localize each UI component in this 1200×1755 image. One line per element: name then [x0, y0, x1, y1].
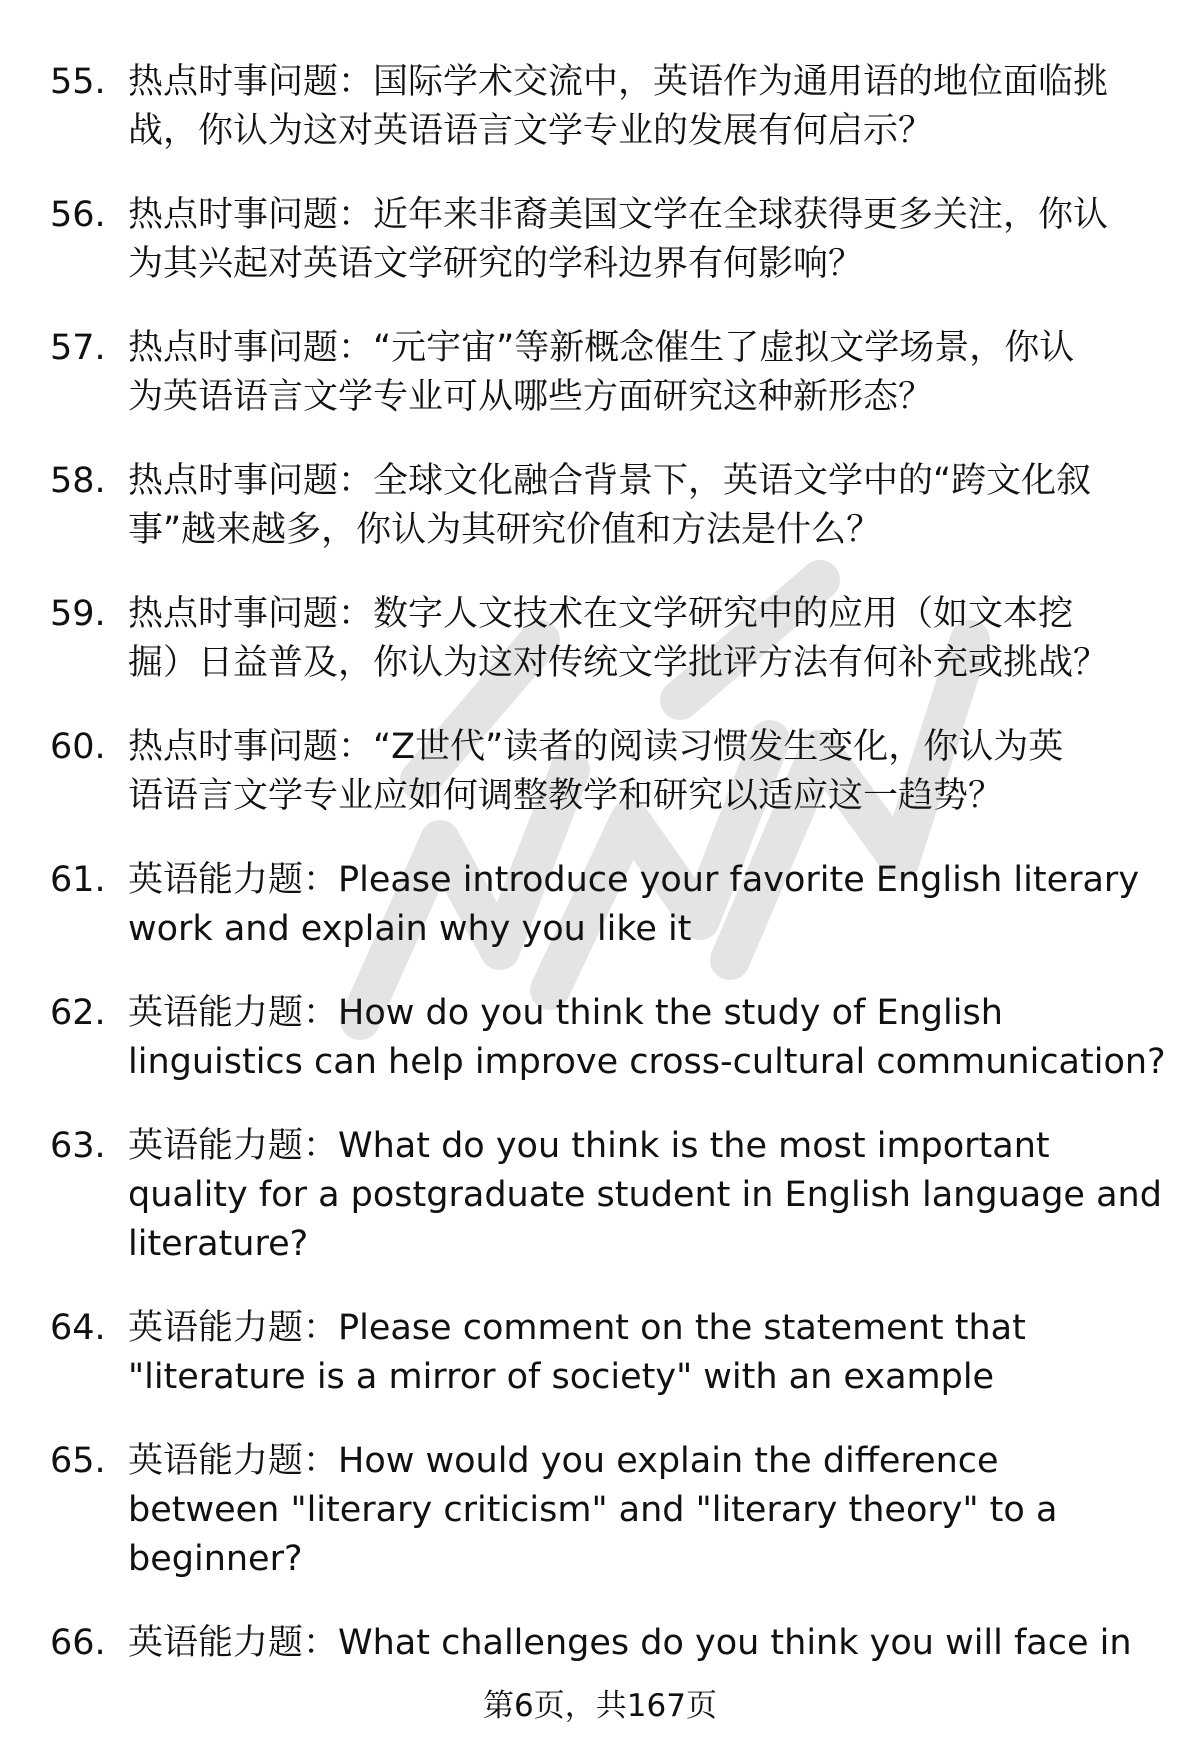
question-text-line: "literature is a mirror of society" with an example — [128, 1357, 995, 1397]
question-text-line: beginner? — [128, 1539, 303, 1579]
question-text-line: 为其兴起对英语文学研究的学科边界有何影响？ — [128, 244, 864, 284]
question-text-line: 英语能力题：Please introduce your favorite English literary — [128, 860, 1140, 900]
question-number: 61. — [50, 860, 106, 900]
question-text — [128, 590, 1158, 688]
question-text-line: 热点时事问题：“Z世代”读者的阅读习惯发生变化，你认为英 — [128, 727, 1064, 767]
question-text — [128, 1122, 1162, 1269]
question-item — [0, 989, 1200, 1087]
question-text — [128, 1619, 1158, 1668]
question-text-line: 事”越来越多，你认为其研究价值和方法是什么？ — [128, 510, 882, 550]
question-text-line: 热点时事问题：近年来非裔美国文学在全球获得更多关注，你认 — [128, 195, 1109, 235]
question-number: 57. — [50, 328, 106, 368]
question-text-line: 热点时事问题：全球文化融合背景下，英语文学中的“跨文化叙 — [128, 461, 1092, 501]
question-number: 64. — [50, 1308, 106, 1348]
question-item — [0, 856, 1200, 954]
question-item — [0, 58, 1200, 156]
question-item — [0, 191, 1200, 289]
question-text-line: 英语能力题：How would you explain the difference — [128, 1441, 999, 1481]
question-text — [128, 723, 1158, 821]
question-number: 55. — [50, 62, 106, 102]
question-text-line: quality for a postgraduate student in English language and — [128, 1175, 1162, 1215]
question-number: 56. — [50, 195, 106, 235]
question-item — [0, 1304, 1200, 1402]
question-item — [0, 1437, 1200, 1584]
question-text-line: 热点时事问题：“元宇宙”等新概念催生了虚拟文学场景，你认 — [128, 328, 1075, 368]
question-item — [0, 723, 1200, 821]
question-number: 66. — [50, 1623, 106, 1663]
question-text-line: linguistics can help improve cross-cultural communication? — [128, 1042, 1166, 1082]
question-text-line: 英语能力题：What challenges do you think you will face in — [128, 1623, 1132, 1663]
question-number: 58. — [50, 461, 106, 501]
question-text-line: work and explain why you like it — [128, 909, 692, 949]
question-text-line: 热点时事问题：国际学术交流中，英语作为通用语的地位面临挑 — [128, 62, 1109, 102]
question-text — [128, 989, 1166, 1087]
question-item — [0, 324, 1200, 422]
question-text-line: 语语言文学专业应如何调整教学和研究以适应这一趋势？ — [128, 776, 1004, 816]
question-item — [0, 1122, 1200, 1269]
question-text — [128, 457, 1158, 555]
question-text-line: 为英语语言文学专业可从哪些方面研究这种新形态？ — [128, 377, 934, 417]
question-text-line: between "literary criticism" and "literary theory" to a — [128, 1490, 1058, 1530]
question-number: 65. — [50, 1441, 106, 1481]
question-text-line: 英语能力题：Please comment on the statement that — [128, 1308, 1026, 1348]
question-text-line: 英语能力题：How do you think the study of English — [128, 993, 1003, 1033]
question-text — [128, 58, 1158, 156]
question-text-line: 英语能力题：What do you think is the most important — [128, 1126, 1050, 1166]
question-text — [128, 1437, 1158, 1584]
question-text-line: 热点时事问题：数字人文技术在文学研究中的应用（如文本挖 — [128, 594, 1074, 634]
question-item — [0, 457, 1200, 555]
question-text-line: 战，你认为这对英语语言文学专业的发展有何启示？ — [128, 111, 934, 151]
question-text — [128, 1304, 1158, 1402]
question-number: 63. — [50, 1126, 106, 1166]
question-text-line: literature? — [128, 1224, 309, 1264]
question-number: 60. — [50, 727, 106, 767]
question-text — [128, 191, 1158, 289]
page-footer: 第6页，共167页 — [483, 1688, 717, 1724]
question-text — [128, 324, 1158, 422]
question-number: 62. — [50, 993, 106, 1033]
question-text — [128, 856, 1158, 954]
question-item — [0, 590, 1200, 688]
question-list — [0, 58, 1200, 1668]
question-text-line: 掘）日益普及，你认为这对传统文学批评方法有何补充或挑战？ — [128, 643, 1109, 683]
question-number: 59. — [50, 594, 106, 634]
question-item — [0, 1619, 1200, 1668]
